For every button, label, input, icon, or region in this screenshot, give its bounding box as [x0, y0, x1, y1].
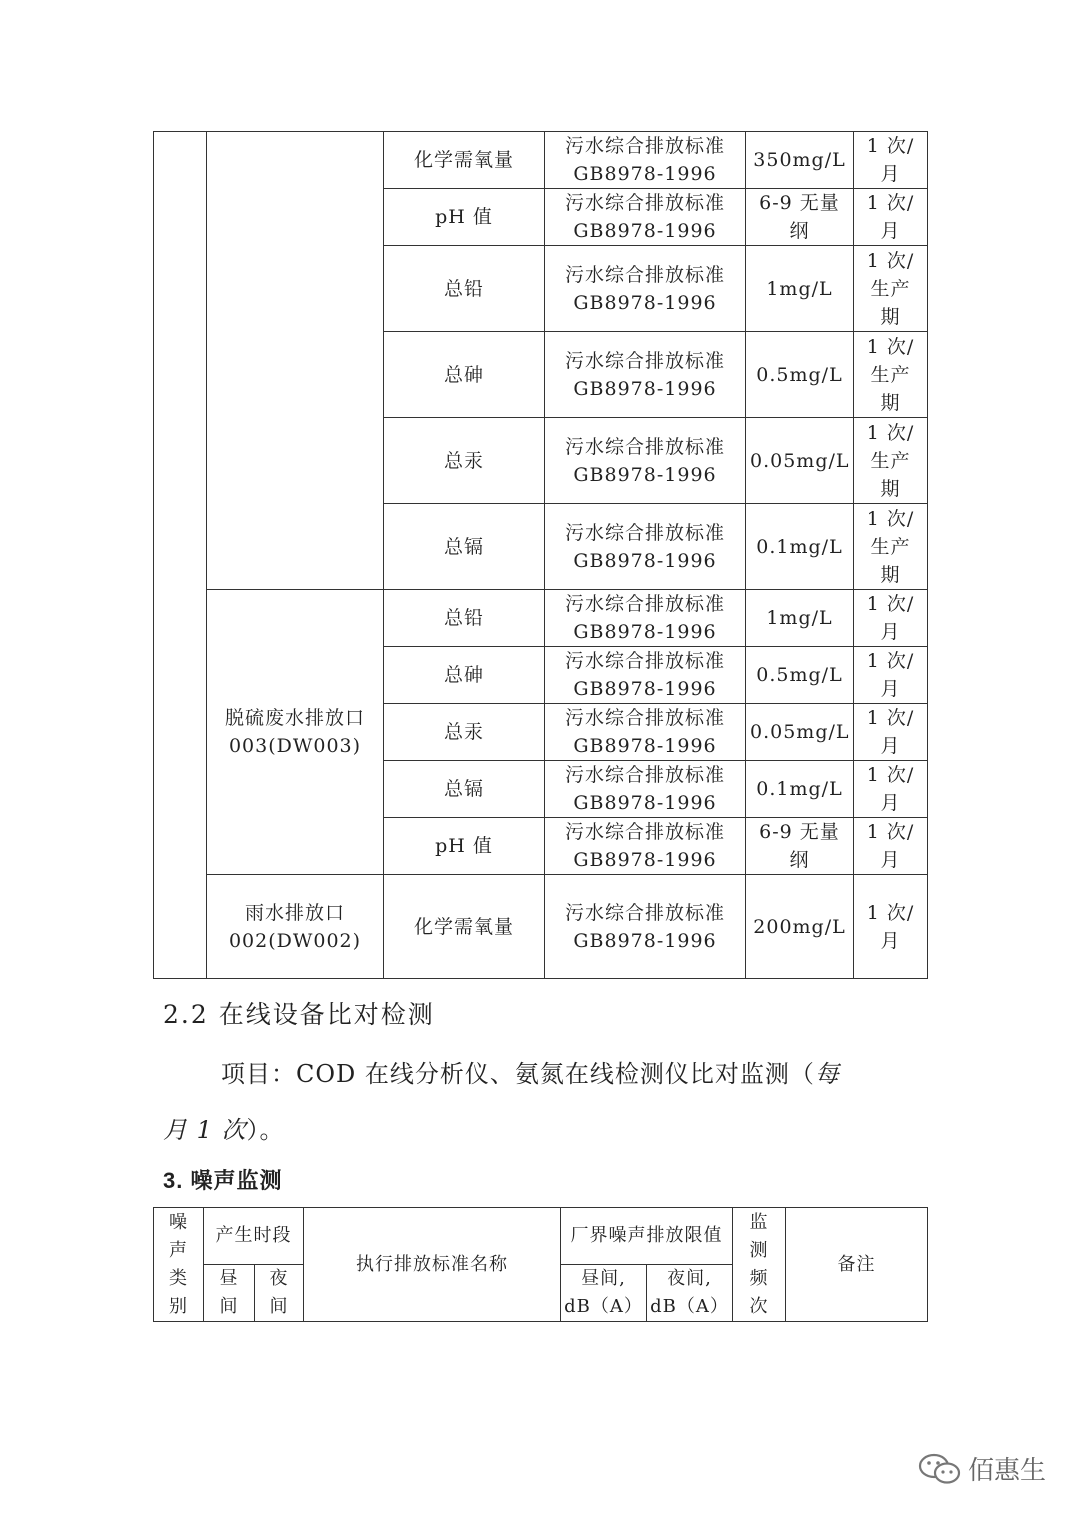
limit-cell	[746, 418, 854, 504]
standard-text: 污水综合排放标准	[564, 650, 725, 672]
category-cell	[154, 132, 207, 979]
limit-value: 0.05mg/L	[750, 449, 850, 472]
standard-cell	[545, 590, 746, 647]
standard-cell	[545, 332, 746, 418]
limit-value: 纲	[789, 220, 810, 242]
outlet-name: 003(DW003)	[228, 735, 362, 757]
limit-cell	[746, 504, 854, 590]
frequency-text: 月	[880, 621, 901, 643]
standard-text: GB8978-1996	[573, 678, 717, 700]
frequency-text: 1 次/	[866, 192, 915, 214]
limit-cell	[746, 132, 854, 189]
standard-text: GB8978-1996	[573, 735, 717, 757]
frequency-text: 1 次/	[866, 650, 915, 672]
frequency-text: 生产	[870, 535, 911, 558]
limit-value: 纲	[789, 849, 810, 871]
frequency-text: 月	[880, 929, 901, 952]
standard-text: GB8978-1996	[573, 291, 717, 314]
frequency-cell	[854, 332, 928, 418]
outlet-name: 雨水排放口	[244, 901, 345, 924]
noise-type-header	[154, 1208, 204, 1322]
pollutant-cell	[384, 504, 545, 590]
frequency-text: 生产	[870, 277, 911, 300]
limit-night-header	[647, 1265, 733, 1322]
frequency-text: 月	[880, 678, 901, 700]
frequency-text: 1 次/	[866, 707, 915, 729]
frequency-cell	[854, 704, 928, 761]
frequency-cell	[854, 818, 928, 875]
pollutant-cell	[384, 704, 545, 761]
pollutant-cell	[384, 246, 545, 332]
pollutant-name: 总汞	[443, 721, 484, 743]
standard-text: 污水综合排放标准	[564, 135, 725, 157]
limit-value: 1mg/L	[766, 277, 833, 300]
limit-cell	[746, 189, 854, 246]
standard-header: 执行排放标准名称	[304, 1208, 561, 1322]
limit-value: 0.1mg/L	[756, 535, 843, 558]
outlet-cell	[207, 132, 384, 590]
standard-text: GB8978-1996	[573, 621, 717, 643]
pollutant-name: 总汞	[443, 449, 484, 472]
remarks-header: 备注	[786, 1208, 928, 1322]
pollutant-cell	[384, 647, 545, 704]
day-char: 昼	[219, 1268, 239, 1289]
limit-cell	[746, 818, 854, 875]
standard-text: 污水综合排放标准	[564, 349, 725, 372]
outlet-name: 脱硫废水排放口	[224, 707, 365, 729]
standard-text: GB8978-1996	[573, 929, 717, 952]
frequency-text: 期	[880, 477, 901, 500]
day-header	[204, 1265, 255, 1322]
noise-type-char: 类	[169, 1267, 188, 1289]
limit-value: 0.5mg/L	[756, 664, 843, 686]
frequency-text: 期	[880, 391, 901, 414]
limit-cell	[746, 590, 854, 647]
night-char: 间	[269, 1296, 289, 1317]
day-char: 间	[219, 1296, 239, 1317]
standard-cell	[545, 647, 746, 704]
pollutant-name: 总镉	[443, 778, 484, 800]
standard-cell	[545, 818, 746, 875]
frequency-text: 1 次/	[866, 593, 915, 615]
outlet-cell-rainwater	[207, 875, 384, 979]
limit-cell	[746, 647, 854, 704]
watermark-text: 佰惠生	[968, 1456, 1047, 1486]
frequency-cell	[854, 647, 928, 704]
frequency-text: 1 次/	[866, 249, 915, 272]
night-header	[255, 1265, 304, 1322]
frequency-text: 1 次/	[866, 335, 915, 358]
pollutant-cell	[384, 761, 545, 818]
limit-value: 200mg/L	[753, 915, 846, 938]
pollutant-cell	[384, 332, 545, 418]
pollutant-name: 总铅	[443, 607, 484, 629]
standard-cell	[545, 875, 746, 979]
pollutant-name: 总砷	[443, 363, 484, 386]
limit-cell	[746, 246, 854, 332]
frequency-cell	[854, 132, 928, 189]
frequency-cell	[854, 590, 928, 647]
standard-cell	[545, 704, 746, 761]
standard-text: 污水综合排放标准	[564, 901, 725, 924]
standard-text: GB8978-1996	[573, 792, 717, 814]
noise-type-char: 声	[169, 1239, 188, 1261]
standard-text: GB8978-1996	[573, 220, 717, 242]
period-header: 产生时段	[204, 1208, 304, 1265]
frequency-text: 1 次/	[866, 421, 915, 444]
standard-text: GB8978-1996	[573, 849, 717, 871]
standard-cell	[545, 132, 746, 189]
standard-text: 污水综合排放标准	[564, 263, 725, 286]
frequency-text: 月	[880, 849, 901, 871]
frequency-cell	[854, 504, 928, 590]
standard-text: 污水综合排放标准	[564, 435, 725, 458]
standard-text: GB8978-1996	[573, 163, 717, 185]
frequency-cell	[854, 875, 928, 979]
pollutant-cell	[384, 818, 545, 875]
pollutant-name: pH 值	[435, 206, 493, 228]
pollutant-cell	[384, 132, 545, 189]
frequency-text: 1 次/	[866, 764, 915, 786]
paragraph-emphasis-2: 月 1 次	[163, 1116, 247, 1144]
standard-text: 污水综合排放标准	[564, 192, 725, 214]
limit-cell	[746, 704, 854, 761]
standard-text: 污水综合排放标准	[564, 821, 725, 843]
standard-cell	[545, 246, 746, 332]
pollutant-name: 化学需氧量	[413, 915, 514, 938]
outlet-cell-desulfurization	[207, 590, 384, 875]
paragraph-tail: ）。	[246, 1116, 285, 1144]
frequency-text: 月	[880, 163, 901, 185]
pollutant-cell	[384, 590, 545, 647]
limit-day-text: 昼间,	[581, 1268, 626, 1289]
limit-value: 0.1mg/L	[756, 778, 843, 800]
pollutant-name: 化学需氧量	[413, 149, 514, 171]
limit-night-text: 夜间,	[667, 1268, 712, 1289]
noise-type-char: 别	[169, 1295, 188, 1317]
noise-type-char: 噪	[169, 1211, 188, 1233]
frequency-char: 测	[749, 1239, 769, 1261]
noise-monitoring-table	[153, 1207, 928, 1322]
frequency-text: 1 次/	[866, 135, 915, 157]
limit-night-text: dB（A）	[650, 1296, 729, 1317]
frequency-text: 1 次/	[866, 901, 915, 924]
table-row	[154, 590, 928, 647]
limit-value: 6-9 无量	[759, 821, 840, 843]
limit-value: 1mg/L	[766, 607, 833, 629]
pollutant-cell	[384, 189, 545, 246]
standard-cell	[545, 189, 746, 246]
section-2-2-paragraph	[163, 1046, 923, 1158]
frequency-text: 期	[880, 563, 901, 586]
standard-text: 污水综合排放标准	[564, 764, 725, 786]
frequency-char: 次	[749, 1295, 769, 1317]
standard-text: 污水综合排放标准	[564, 593, 725, 615]
pollutant-cell	[384, 418, 545, 504]
wechat-icon	[918, 1452, 962, 1486]
limit-value: 350mg/L	[753, 149, 846, 171]
frequency-cell	[854, 246, 928, 332]
pollutant-name: 总砷	[443, 664, 484, 686]
limit-cell	[746, 875, 854, 979]
frequency-text: 生产	[870, 449, 911, 472]
frequency-header	[733, 1208, 786, 1322]
frequency-text: 期	[880, 305, 901, 328]
standard-cell	[545, 761, 746, 818]
pollutant-name: 总铅	[443, 277, 484, 300]
limit-cell	[746, 761, 854, 818]
frequency-text: 生产	[870, 363, 911, 386]
watermark	[918, 1450, 1046, 1487]
standard-cell	[545, 418, 746, 504]
frequency-cell	[854, 418, 928, 504]
standard-text: GB8978-1996	[573, 549, 717, 572]
wastewater-monitoring-table	[153, 131, 928, 979]
limit-value: 0.5mg/L	[756, 363, 843, 386]
frequency-char: 频	[749, 1267, 769, 1289]
pollutant-name: 总镉	[443, 535, 484, 558]
table-row	[154, 875, 928, 979]
outlet-name: 002(DW002)	[228, 929, 362, 952]
limit-day-text: dB（A）	[564, 1296, 643, 1317]
pollutant-cell	[384, 875, 545, 979]
section-3-heading: 3. 噪声监测	[163, 1168, 283, 1193]
pollutant-name: pH 值	[435, 835, 493, 857]
frequency-char: 监	[749, 1211, 769, 1233]
limit-value: 0.05mg/L	[750, 721, 850, 743]
frequency-cell	[854, 189, 928, 246]
limit-header: 厂界噪声排放限值	[561, 1208, 733, 1265]
limit-value: 6-9 无量	[759, 192, 840, 214]
frequency-text: 月	[880, 735, 901, 757]
limit-cell	[746, 332, 854, 418]
night-char: 夜	[269, 1268, 289, 1289]
paragraph-text: 项目：COD 在线分析仪、氨氮在线检测仪比对监测（	[221, 1060, 815, 1088]
frequency-text: 1 次/	[866, 821, 915, 843]
limit-day-header	[561, 1265, 647, 1322]
frequency-text: 月	[880, 220, 901, 242]
standard-text: 污水综合排放标准	[564, 707, 725, 729]
standard-cell	[545, 504, 746, 590]
frequency-text: 月	[880, 792, 901, 814]
section-2-2-heading: 2.2 在线设备比对检测	[163, 1000, 435, 1029]
standard-text: GB8978-1996	[573, 377, 717, 400]
standard-text: 污水综合排放标准	[564, 521, 725, 544]
paragraph-emphasis: 每	[814, 1060, 840, 1088]
table-row	[154, 132, 928, 189]
frequency-text: 1 次/	[866, 507, 915, 530]
frequency-cell	[854, 761, 928, 818]
standard-text: GB8978-1996	[573, 463, 717, 486]
